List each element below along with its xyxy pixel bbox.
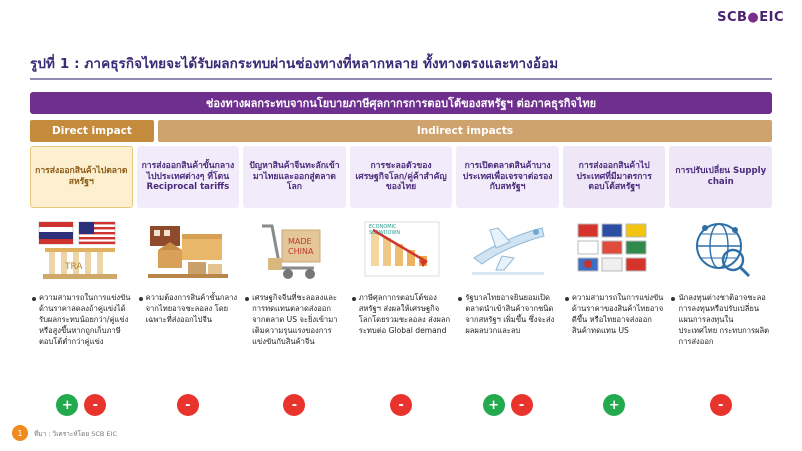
svg-text:MADE: MADE <box>288 237 313 246</box>
impact-columns <box>30 146 772 422</box>
factory-box-icon <box>137 210 240 288</box>
logo-separator-icon: ● <box>747 10 760 25</box>
svg-text:SLOWDOWN: SLOWDOWN <box>369 230 401 236</box>
column-bullet <box>30 288 133 388</box>
airplane-icon <box>456 210 559 288</box>
bullet-dot-icon <box>139 297 143 301</box>
column-caption: การชะลอตัวของเศรษฐกิจโลก/คู่ค้าสำคัญของไทย <box>350 146 453 208</box>
bullet-dot-icon <box>32 297 36 301</box>
impact-marks <box>563 388 666 422</box>
thai-us-flags-icon <box>30 210 133 288</box>
column-bullet <box>669 288 772 388</box>
bullet-text: ความสามารถในการแข่งขันด้านราคาลดลงถ้าคู่แข่งได้รับผลกระทบน้อยกว่า/คู่แข่ง หรือสูงขึ้นหากถูกเก็บภาษีตอบโต้ต่ำกว่าคู่แข่ง <box>39 293 131 346</box>
impact-header-row <box>30 120 772 142</box>
impact-column-3 <box>243 146 346 422</box>
impact-marks <box>243 388 346 422</box>
impact-column-7 <box>669 146 772 422</box>
bullet-text: รัฐบาลไทยอาจยินยอมเปิดตลาดนำเข้าสินค้าจากชนิดจากสหรัฐฯ เพิ่มขึ้น ซึ่งจะส่งผลผลบวกและลบ <box>465 293 555 335</box>
impact-marks <box>669 388 772 422</box>
positive-impact-icon: + <box>56 394 78 416</box>
bullet-text: ภาษีศุลกากรตอบโต้ของสหรัฐฯ ส่งผลให้เศรษฐกิจโลกโดยรวมชะลอลง ส่งผลกระทบต่อ Global demand <box>358 293 451 335</box>
positive-impact-icon: + <box>483 394 505 416</box>
svg-text:TRA: TRA <box>65 262 83 272</box>
impact-marks <box>350 388 453 422</box>
impact-column-1 <box>30 146 133 422</box>
column-caption: การส่งออกสินค้าไปตลาดสหรัฐฯ <box>30 146 133 208</box>
negative-impact-icon: - <box>283 394 305 416</box>
source-note: ที่มา : วิเคราะห์โดย SCB EIC <box>34 430 118 438</box>
bullet-dot-icon <box>352 297 356 301</box>
column-caption: ปัญหาสินค้าจีนทะลักเข้ามาไทยและออกสู่ตลาดโลก <box>243 146 346 208</box>
bullet-dot-icon <box>458 297 462 301</box>
column-bullet <box>243 288 346 388</box>
logo-scb: SCB <box>717 10 748 25</box>
column-caption: การเปิดตลาดสินค้าบางประเทศเพื่อเจรจาต่อรองกับสหรัฐฯ <box>456 146 559 208</box>
bullet-dot-icon <box>565 297 569 301</box>
negative-impact-icon: - <box>84 394 106 416</box>
negative-impact-icon: - <box>710 394 732 416</box>
bullet-text: นักลงทุนต่างชาติอาจชะลอการลงทุนหรือปรับเปลี่ยนแผนการลงทุนในประเทศไทย กระทบการผลิต การส่งออก <box>678 293 770 346</box>
svg-text:ECONOMIC: ECONOMIC <box>369 224 397 230</box>
column-bullet <box>137 288 240 388</box>
bullet-text: เศรษฐกิจจีนที่ชะลอลงและการทดแทนตลาดส่งออกจากตลาด US จะยิ่งเข้ามาเติมความรุนแรงของการแข่งขันกับสินค้าจีน <box>252 293 338 346</box>
left-edge-decoration <box>0 0 6 451</box>
bullet-text: ความต้องการสินค้าขั้นกลางจากไทยอาจชะลอลง โดยเฉพาะที่ส่งออกไปจีน <box>145 293 238 324</box>
impact-marks <box>30 388 133 422</box>
bullet-text: ความสามารถในการแข่งขันด้านราคาของสินค้าไทยอาจดีขึ้น หรือไทยอาจส่งออกสินค้าทดแทน US <box>571 293 664 335</box>
impact-marks <box>137 388 240 422</box>
column-bullet <box>563 288 666 388</box>
impact-column-5 <box>456 146 559 422</box>
globe-network-icon <box>669 210 772 288</box>
header-indirect-impacts: Indirect impacts <box>158 120 772 142</box>
impact-column-4 <box>350 146 453 422</box>
column-caption: การส่งออกสินค้าขั้นกลางไปประเทศต่างๆ ที่โดน Reciprocal tariffs <box>137 146 240 208</box>
negative-impact-icon: - <box>390 394 412 416</box>
page-number-badge: 1 <box>12 425 28 441</box>
column-caption: การส่งออกสินค้าไปประเทศที่มีมาตรการตอบโต้สหรัฐฯ <box>563 146 666 208</box>
negative-impact-icon: - <box>511 394 533 416</box>
impact-column-2 <box>137 146 240 422</box>
impact-marks <box>456 388 559 422</box>
column-bullet <box>350 288 453 388</box>
bullet-dot-icon <box>245 297 249 301</box>
cargo-cart-icon <box>243 210 346 288</box>
economic-slowdown-chart-icon <box>350 210 453 288</box>
negative-impact-icon: - <box>177 394 199 416</box>
svg-text:CHINA: CHINA <box>288 247 314 256</box>
bullet-dot-icon <box>671 297 675 301</box>
page-title: รูปที่ 1 : ภาคธุรกิจไทยจะได้รับผลกระทบผ่านช่องทางที่หลากหลาย ทั้งทางตรงและทางอ้อม <box>30 56 559 72</box>
column-caption: การปรับเปลี่ยน Supply chain <box>669 146 772 208</box>
world-flags-icon <box>563 210 666 288</box>
title-divider <box>30 78 772 80</box>
banner-heading: ช่องทางผลกระทบจากนโยบายภาษีศุลกากรการตอบโต้ของสหรัฐฯ ต่อภาคธุรกิจไทย <box>30 92 772 114</box>
scb-eic-logo <box>717 10 784 25</box>
logo-eic: EIC <box>759 10 784 25</box>
impact-column-6 <box>563 146 666 422</box>
column-bullet <box>456 288 559 388</box>
header-direct-impact: Direct impact <box>30 120 154 142</box>
positive-impact-icon: + <box>603 394 625 416</box>
